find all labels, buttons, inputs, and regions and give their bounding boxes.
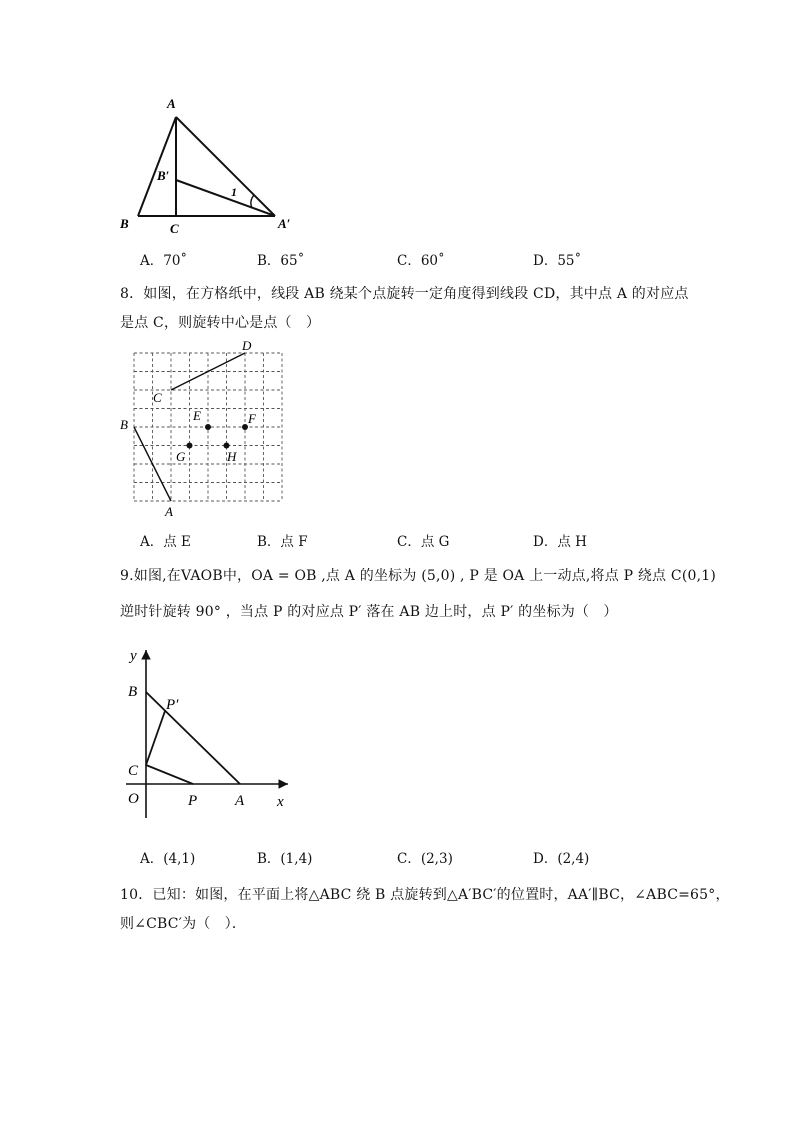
q7-option-d[interactable]: D．55˚: [533, 253, 582, 269]
q7-line-AB: [138, 117, 176, 216]
q9-label-B: B: [128, 684, 138, 700]
q10-stem-line2: 则∠CBC′为（ ）．: [120, 916, 247, 932]
q7-label-B-prime: B′: [157, 168, 170, 183]
q8-label-A: A: [165, 504, 173, 519]
q9-option-c[interactable]: C．(2,3): [397, 851, 453, 867]
q7-label-A: A: [167, 96, 176, 111]
q7-label-A-prime: A′: [278, 216, 291, 231]
q9-coordinate-figure: [110, 640, 310, 840]
q8-option-d[interactable]: D．点 H: [533, 534, 587, 550]
q8-point-E: [205, 424, 211, 430]
q9-segment-CP-prime: [146, 711, 165, 765]
q8-label-C: C: [153, 390, 162, 405]
q8-label-F: F: [248, 411, 256, 426]
q8-label-H: H: [227, 449, 237, 464]
q8-label-B: B: [120, 417, 128, 432]
q9-option-b[interactable]: B．(1,4): [257, 851, 313, 867]
q7-line-AA': [176, 117, 275, 216]
q7-option-b[interactable]: B．65˚: [257, 253, 305, 269]
q8-label-E: E: [193, 408, 201, 423]
q9-label-A: A: [235, 793, 245, 809]
q8-point-G: [187, 443, 193, 449]
q7-option-a[interactable]: A．70˚: [140, 253, 188, 269]
q7-line-B'A': [176, 180, 275, 216]
q7-option-c[interactable]: C．60˚: [397, 253, 445, 269]
q9-label-y: y: [130, 648, 137, 664]
q7-label-B: B: [120, 216, 129, 231]
q8-stem-line1: 8．如图，在方格纸中，线段 AB 绕某个点旋转一定角度得到线段 CD，其中点 A 的对应点: [120, 286, 689, 302]
q8-label-D: D: [242, 338, 252, 353]
q9-label-P-prime: P′: [166, 697, 179, 713]
q7-label-angle1: 1: [231, 185, 237, 199]
q8-option-c[interactable]: C．点 G: [397, 534, 450, 550]
q9-stem-line2: 逆时针旋转 90° ，当点 P 的对应点 P′ 落在 AB 边上时，点 P′ 的坐标为（ ）: [120, 604, 618, 620]
q8-label-G: G: [176, 449, 186, 464]
q9-label-P: P: [188, 793, 198, 809]
q7-angle-arc: [251, 195, 254, 208]
q8-option-a[interactable]: A．点 E: [140, 534, 191, 550]
q9-option-d[interactable]: D．(2,4): [533, 851, 590, 867]
q7-label-C: C: [170, 221, 179, 236]
q8-option-b[interactable]: B．点 F: [257, 534, 308, 550]
q8-stem-line2: 是点 C，则旋转中心是点（ ）: [120, 315, 321, 331]
q9-label-O: O: [128, 791, 139, 807]
q8-point-H: [224, 443, 230, 449]
q9-label-x: x: [277, 794, 284, 810]
q9-option-a[interactable]: A．(4,1): [140, 851, 196, 867]
q10-stem-line1: 10．已知：如图，在平面上将△ABC 绕 B 点旋转到△A′BC′的位置时，AA′∥BC，∠ABC=65°，: [120, 887, 730, 903]
q7-figure: [110, 90, 310, 240]
q9-label-C: C: [128, 763, 139, 779]
q9-stem-line1: 9.如图,在VAOB中，OA = OB ,点 A 的坐标为 (5,0) , P 是 OA 上一动点,将点 P 绕点 C(0,1): [120, 568, 717, 584]
q8-grid-figure: [110, 335, 300, 520]
q9-segment-CP: [146, 765, 193, 784]
